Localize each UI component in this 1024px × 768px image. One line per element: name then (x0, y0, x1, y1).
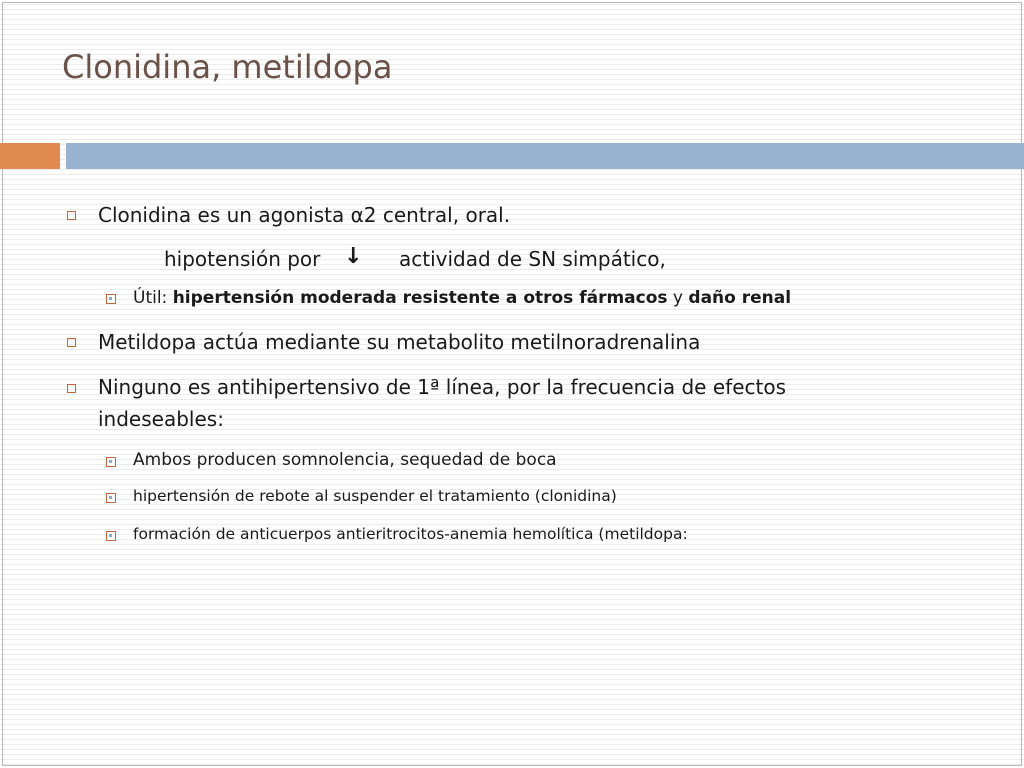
bullet-ninguno-line2: indeseables: (98, 407, 224, 431)
util-bold-1: hipertensión moderada resistente a otros fármacos (172, 288, 668, 308)
bullet-hipotension-pre: hipotensión por (164, 247, 321, 271)
down-arrow-icon: ↓ (344, 244, 363, 269)
square-bullet-icon (67, 338, 76, 347)
sub-bullet-anticuerpos: formación de anticuerpos antieritrocitos-anemia hemolítica (metildopa: (133, 525, 688, 543)
bullet-util (133, 288, 791, 308)
square-bullet-icon (67, 211, 76, 220)
sub-bullet-icon (106, 457, 116, 467)
util-bold-2: daño renal (688, 288, 792, 308)
sub-bullet-icon (106, 294, 116, 304)
square-bullet-icon (67, 384, 76, 393)
bullet-metildopa: Metildopa actúa mediante su metabolito metilnoradrenalina (98, 330, 701, 354)
bullet-hipotension-post: actividad de SN simpático, (399, 247, 666, 271)
sub-bullet-icon (106, 531, 116, 541)
sub-bullet-icon (106, 493, 116, 503)
util-label: Útil: (133, 288, 173, 308)
slide-title: Clonidina, metildopa (62, 48, 393, 86)
bullet-clonidina: Clonidina es un agonista α2 central, oral. (98, 203, 511, 227)
util-connector: y (667, 288, 689, 308)
bullet-ninguno-line1: Ninguno es antihipertensivo de 1ª línea, por la frecuencia de efectos (98, 375, 786, 399)
sub-bullet-ambos: Ambos producen somnolencia, sequedad de boca (133, 450, 557, 470)
sub-bullet-rebote: hipertensión de rebote al suspender el tratamiento (clonidina) (133, 487, 617, 505)
